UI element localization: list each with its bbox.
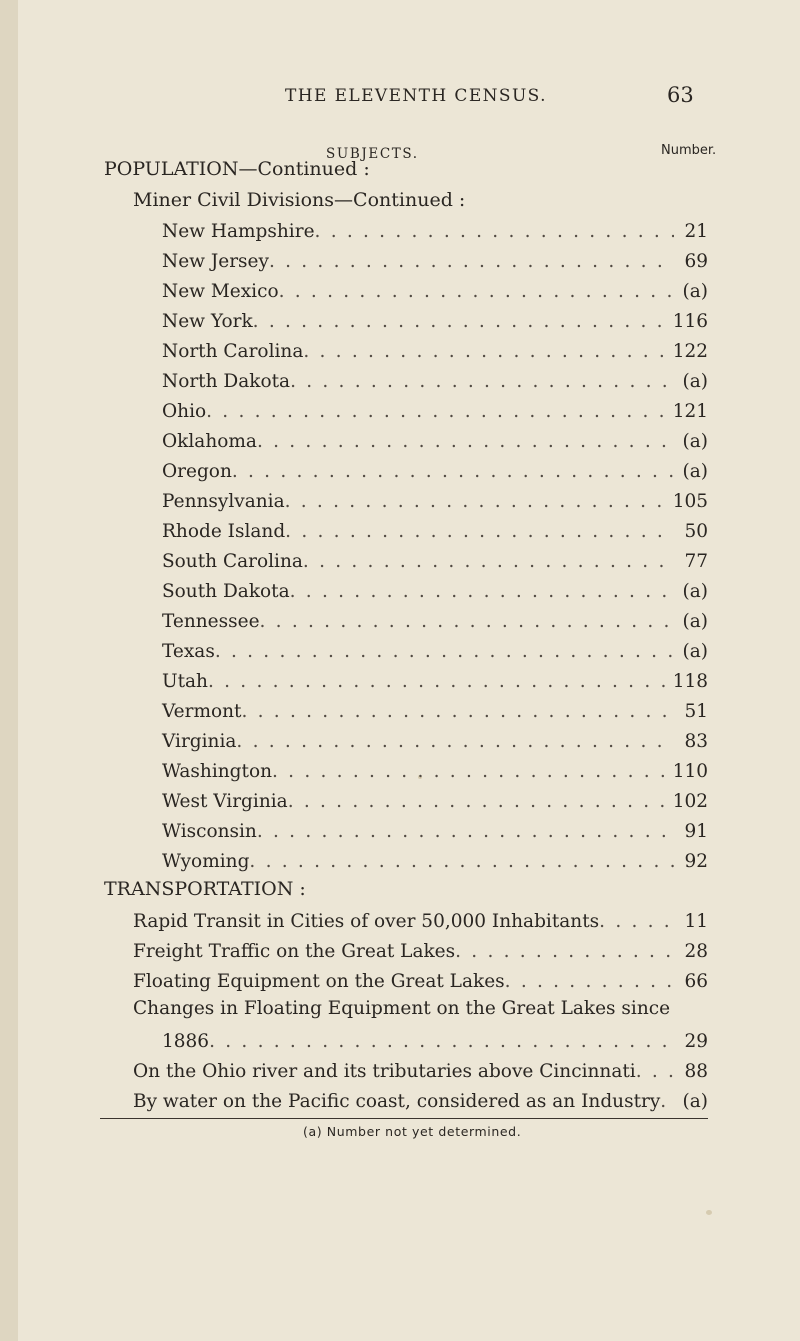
subjects-column-header: SUBJECTS.: [326, 146, 419, 162]
list-item: [162, 458, 708, 486]
minor-civil-divisions-subheading: Miner Civil Divisions—Continued :: [133, 189, 466, 211]
page-number: 63: [667, 83, 694, 107]
item-label: Washington: [162, 761, 273, 782]
item-number: (a): [682, 281, 708, 302]
dot-leader: [455, 938, 674, 966]
footnote-divider: [100, 1118, 708, 1119]
item-label: New Mexico: [162, 281, 279, 302]
item-number: 69: [684, 251, 708, 272]
item-label: On the Ohio river and its tributaries above Cincinnati: [133, 1061, 636, 1082]
dot-leader: [303, 548, 674, 576]
dot-leader: [249, 848, 674, 876]
dot-leader: [599, 908, 674, 936]
list-item: [162, 788, 708, 816]
item-label: North Dakota: [162, 371, 291, 392]
dot-leader: [285, 488, 667, 516]
dot-leader: [253, 308, 667, 336]
item-label: Rapid Transit in Cities of over 50,000 Inhabitants: [133, 911, 600, 932]
list-item: [133, 908, 708, 936]
item-number: 28: [684, 941, 708, 962]
list-item: [162, 848, 708, 876]
dot-leader: [288, 788, 667, 816]
list-item: [162, 608, 708, 636]
list-item: [162, 488, 708, 516]
item-number: 92: [684, 851, 708, 872]
item-label: South Dakota: [162, 581, 290, 602]
item-label: West Virginia: [162, 791, 288, 812]
item-number: 83: [684, 731, 708, 752]
item-number: 77: [684, 551, 708, 572]
item-number: 110: [672, 761, 708, 782]
dot-leader: [241, 698, 674, 726]
dot-leader: [290, 368, 674, 396]
list-item: [133, 968, 708, 996]
item-label: Wyoming: [162, 851, 250, 872]
item-label: Oregon: [162, 461, 232, 482]
list-item: [162, 818, 708, 846]
item-number: 102: [672, 791, 708, 812]
dot-leader: [232, 458, 674, 486]
item-number: 66: [684, 971, 708, 992]
list-item: [162, 218, 708, 246]
number-column-header: Number.: [661, 143, 717, 158]
dot-leader: [660, 1088, 674, 1116]
list-item: [162, 578, 708, 606]
list-item: [162, 308, 708, 336]
item-number: (a): [682, 431, 708, 452]
list-item: [133, 1058, 708, 1086]
list-item: [162, 548, 708, 576]
item-label: By water on the Pacific coast, considered as an Industry: [133, 1091, 661, 1112]
item-label: Rhode Island: [162, 521, 286, 542]
changes-line-first: Changes in Floating Equipment on the Great Lakes since: [133, 998, 671, 1019]
dot-leader: [260, 608, 674, 636]
item-number: (a): [682, 611, 708, 632]
list-item: [162, 698, 708, 726]
item-label: Pennsylvania: [162, 491, 285, 512]
dot-leader: [285, 518, 674, 546]
list-item: [162, 338, 708, 366]
item-label: New Jersey: [162, 251, 269, 272]
item-label: New Hampshire: [162, 221, 315, 242]
item-number: 118: [672, 671, 708, 692]
item-number: 121: [672, 401, 708, 422]
dot-leader: [290, 578, 674, 606]
page-binding-edge: [0, 0, 18, 1341]
list-item: [162, 638, 708, 666]
item-number: (a): [682, 461, 708, 482]
item-number: (a): [682, 371, 708, 392]
dot-leader: [209, 1028, 674, 1056]
item-label: Virginia: [162, 731, 237, 752]
item-label: 1886: [162, 1031, 210, 1052]
list-item: [162, 248, 708, 276]
item-label: Wisconsin: [162, 821, 257, 842]
item-label: Floating Equipment on the Great Lakes: [133, 971, 505, 992]
item-number: 11: [684, 911, 708, 932]
item-number: 88: [684, 1061, 708, 1082]
dot-leader: [279, 278, 674, 306]
item-number: 50: [684, 521, 708, 542]
list-item: [162, 278, 708, 306]
list-item: [162, 428, 708, 456]
dot-leader: [636, 1058, 674, 1086]
item-number: 105: [672, 491, 708, 512]
list-item: [162, 728, 708, 756]
paper-spot: [706, 1210, 712, 1215]
dot-leader: [257, 428, 674, 456]
list-item: [162, 668, 708, 696]
item-number: 91: [684, 821, 708, 842]
transportation-heading: TRANSPORTATION :: [104, 878, 306, 900]
item-number: (a): [682, 641, 708, 662]
list-item: [162, 398, 708, 426]
list-item: [162, 1028, 708, 1056]
item-number: (a): [682, 1091, 708, 1112]
dot-leader: [206, 398, 667, 426]
list-item: [133, 1088, 708, 1116]
dot-leader: [303, 338, 666, 366]
dot-leader: [257, 818, 674, 846]
item-number: 29: [684, 1031, 708, 1052]
dot-leader: [236, 728, 674, 756]
dot-leader: [315, 218, 674, 246]
item-label: Oklahoma: [162, 431, 257, 452]
list-item: [133, 938, 708, 966]
item-label: Vermont: [162, 701, 242, 722]
list-item: [162, 758, 708, 786]
item-number: 51: [684, 701, 708, 722]
item-label: New York: [162, 311, 253, 332]
item-label: Ohio: [162, 401, 207, 422]
item-label: North Carolina: [162, 341, 304, 362]
item-label: Utah: [162, 671, 208, 692]
dot-leader: [208, 668, 667, 696]
dot-leader: [269, 248, 674, 276]
item-number: 116: [672, 311, 708, 332]
list-item: [162, 518, 708, 546]
item-label: Texas: [162, 641, 215, 662]
footnote: (a) Number not yet determined.: [303, 1124, 522, 1139]
dot-leader: [505, 968, 674, 996]
item-label: Freight Traffic on the Great Lakes: [133, 941, 456, 962]
item-label: South Carolina: [162, 551, 303, 572]
item-number: 122: [672, 341, 708, 362]
item-number: 21: [684, 221, 708, 242]
dot-leader: [272, 758, 667, 786]
population-heading: POPULATION—Continued :: [104, 158, 370, 180]
item-number: (a): [682, 581, 708, 602]
running-title: THE ELEVENTH CENSUS.: [285, 86, 547, 106]
list-item: [162, 368, 708, 396]
item-label: Tennessee: [162, 611, 260, 632]
dot-leader: [215, 638, 674, 666]
